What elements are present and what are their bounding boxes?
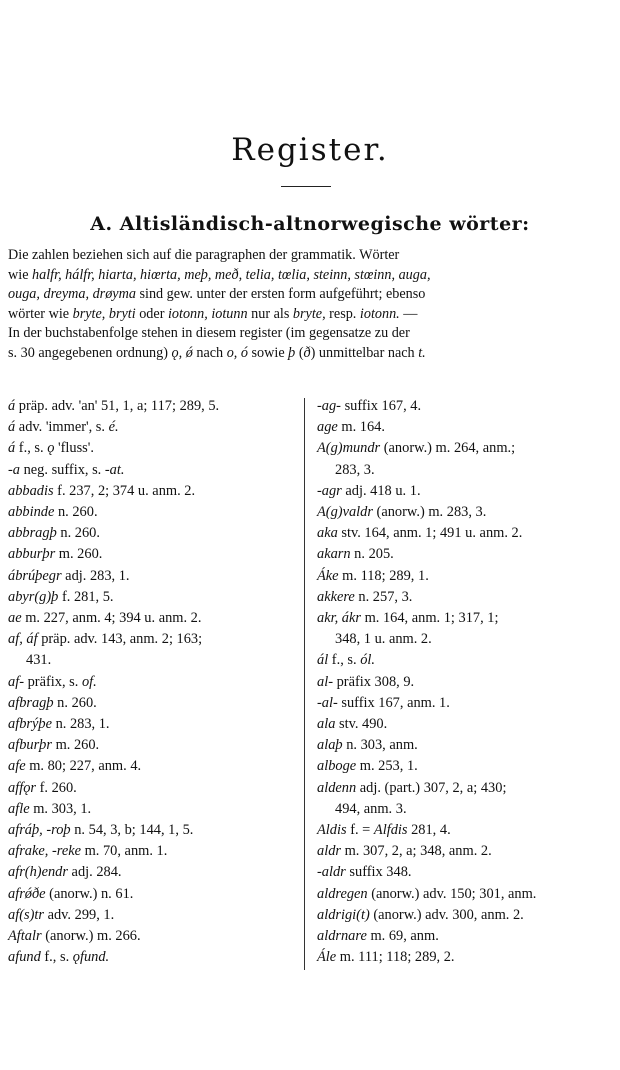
- register-entry: [8, 566, 293, 587]
- register-entry: [317, 841, 607, 862]
- register-entry: [317, 884, 607, 905]
- entry-reference: (anorw.) n. 61.: [45, 885, 134, 902]
- entry-headword: age: [317, 419, 338, 436]
- entry-reference: stv. 164, anm. 1; 491 u. anm. 2.: [337, 525, 523, 542]
- entry-reference: n. 54, 3, b; 144, 1, 5.: [70, 822, 194, 839]
- entry-reference: m. 80; 227, anm. 4.: [25, 758, 142, 775]
- entry-headword: afr(h)endr: [8, 864, 68, 881]
- page-title: Register.: [231, 132, 389, 168]
- register-entry: [8, 693, 293, 714]
- register-entry: [317, 905, 607, 926]
- entry-reference: suffix 167, 4.: [340, 398, 422, 414]
- register-entry: [8, 417, 293, 438]
- register-entry: [8, 841, 293, 862]
- entry-reference: m. 164, anm. 1; 317, 1;: [360, 610, 499, 627]
- register-entry: [8, 481, 293, 502]
- entry-reference: n. 283, 1.: [51, 716, 110, 733]
- entry-headword: Aldis: [317, 822, 347, 839]
- intro-paragraph: [8, 246, 600, 363]
- register-entry: [8, 672, 293, 693]
- entry-headword: á: [8, 398, 16, 414]
- register-entry: [317, 714, 607, 735]
- entry-headword: aldenn: [317, 779, 357, 796]
- entry-reference: (anorw.) m. 264, anm.;: [380, 440, 516, 457]
- entry-headword: -al-: [317, 694, 338, 711]
- entry-headword: af-: [8, 673, 24, 690]
- entry-reference: f. 260.: [36, 779, 77, 796]
- register-entry: [317, 396, 607, 417]
- register-entry: [8, 799, 293, 820]
- register-entry: [8, 438, 293, 459]
- entry-reference: m. 307, 2, a; 348, anm. 2.: [341, 843, 492, 860]
- entry-reference: f. 237, 2; 374 u. anm. 2.: [53, 482, 196, 499]
- intro-line: In der buchstabenfolge stehen in diesem register (im gegensatze zu der: [8, 325, 410, 341]
- register-entry: [8, 608, 293, 629]
- entry-headword: afund: [8, 949, 41, 966]
- register-entry: [317, 608, 607, 629]
- entry-reference: n. 260.: [56, 525, 100, 542]
- entry-headword: abbinde: [8, 504, 55, 521]
- entry-headword: aldr: [317, 843, 341, 860]
- entry-headword: aka: [317, 525, 338, 542]
- entry-headword: abbadis: [8, 482, 54, 499]
- entry-reference: n. 205.: [350, 546, 394, 563]
- entry-reference: m. 227, anm. 4; 394 u. anm. 2.: [21, 610, 202, 627]
- entry-headword: Aftalr: [8, 928, 42, 945]
- entry-continuation: 431.: [26, 652, 52, 669]
- register-entry: [317, 672, 607, 693]
- entry-reference: präfix 308, 9.: [333, 673, 415, 690]
- entry-reference: n. 260.: [54, 504, 98, 521]
- entry-headword: ábrúþegr: [8, 567, 62, 584]
- register-entry: [317, 862, 607, 883]
- register-entry: [8, 523, 293, 544]
- register-entry: [317, 650, 607, 671]
- entry-headword: akarn: [317, 546, 351, 563]
- entry-headword: af(s)tr: [8, 906, 44, 923]
- entry-continuation: 494, anm. 3.: [335, 800, 407, 817]
- entry-reference: präp. adv. 'an' 51, 1, a; 117; 289, 5.: [15, 398, 220, 414]
- register-entry: [8, 884, 293, 905]
- entry-reference: m. 111; 118; 289, 2.: [336, 949, 455, 966]
- entry-headword: -ag-: [317, 398, 341, 414]
- register-entry: [317, 523, 607, 544]
- register-entry: [317, 735, 607, 756]
- register-entry: [317, 778, 607, 799]
- entry-reference: m. 260.: [51, 737, 100, 754]
- register-entry: [8, 544, 293, 565]
- entry-headword: -agr: [317, 482, 342, 499]
- entry-headword: ae: [8, 610, 22, 627]
- entry-headword: alboge: [317, 758, 357, 775]
- register-entry: [317, 926, 607, 947]
- entry-continuation: 348, 1 u. anm. 2.: [335, 631, 432, 648]
- entry-reference: neg. suffix, s. -at.: [20, 461, 125, 478]
- register-entry: [8, 820, 293, 841]
- entry-headword: akr, ákr: [317, 610, 361, 627]
- column-divider: [304, 398, 305, 970]
- entry-headword: afráþ, -roþ: [8, 822, 71, 839]
- intro-line: wie halfr, hálfr, hiarta, hiœrta, meþ, með, telia, tœlia, steinn, stœinn, auga,: [8, 266, 431, 283]
- entry-reference: m. 118; 289, 1.: [338, 567, 429, 584]
- entry-headword: abyr(g)þ: [8, 588, 59, 605]
- entry-reference: n. 260.: [53, 694, 97, 711]
- register-entry: [8, 587, 293, 608]
- register-entry: [8, 862, 293, 883]
- intro-line: Die zahlen beziehen sich auf die paragraphen der grammatik. Wörter: [8, 247, 400, 263]
- register-entry: [317, 481, 607, 502]
- register-entry: [317, 693, 607, 714]
- entry-headword: á: [8, 440, 16, 457]
- entry-headword: A(g)valdr: [317, 504, 373, 521]
- entry-reference: adv. 299, 1.: [43, 906, 115, 923]
- entry-reference: (anorw.) m. 283, 3.: [372, 504, 487, 521]
- register-entry: [317, 417, 607, 438]
- entry-headword: afbrýþe: [8, 716, 52, 733]
- entry-reference: stv. 490.: [335, 716, 388, 733]
- register-column-left: [8, 396, 293, 968]
- entry-headword: Áke: [317, 567, 339, 584]
- register-entry: [8, 947, 293, 968]
- entry-reference: m. 260.: [55, 546, 103, 563]
- entry-continuation: 283, 3.: [335, 461, 375, 478]
- entry-headword: afburþr: [8, 737, 52, 754]
- entry-reference: f. 281, 5.: [58, 588, 114, 605]
- entry-reference: f., s. ól.: [328, 652, 375, 669]
- entry-headword: aldrnare: [317, 928, 367, 945]
- register-entry: [8, 778, 293, 799]
- entry-reference: (anorw.) m. 266.: [41, 928, 141, 945]
- section-heading: A. Altisländisch-altnorwegische wörter:: [90, 213, 530, 235]
- title-rule: [281, 186, 331, 187]
- entry-reference: adj. 418 u. 1.: [341, 482, 421, 499]
- entry-reference: n. 257, 3.: [354, 588, 413, 605]
- intro-line: s. 30 angegebenen ordnung) ǫ, ǿ nach o, ó sowie þ (ð) unmittelbar nach t.: [8, 344, 426, 361]
- register-entry: [8, 756, 293, 777]
- entry-reference: präp. adv. 143, anm. 2; 163;: [37, 631, 203, 648]
- entry-reference: (anorw.) adv. 300, anm. 2.: [369, 906, 524, 923]
- entry-headword: al-: [317, 673, 333, 690]
- entry-reference: suffix 348.: [345, 864, 412, 881]
- register-entry: [317, 820, 607, 841]
- entry-headword: akkere: [317, 588, 355, 605]
- register-entry: [317, 947, 607, 968]
- register-column-right: [317, 396, 607, 968]
- entry-headword: A(g)mundr: [317, 440, 381, 457]
- entry-reference: präfix, s. of.: [24, 673, 97, 690]
- entry-reference: m. 303, 1.: [29, 800, 92, 817]
- entry-headword: afrake, -reke: [8, 843, 81, 860]
- intro-line: wörter wie bryte, bryti oder iotonn, iotunn nur als bryte, resp. iotonn. —: [8, 305, 418, 322]
- register-entry: [317, 756, 607, 777]
- entry-headword: affǫr: [8, 779, 36, 796]
- entry-reference: n. 303, anm.: [342, 737, 418, 754]
- entry-reference: adj. 284.: [67, 864, 122, 881]
- entry-reference: m. 164.: [337, 419, 385, 436]
- entry-headword: abburþr: [8, 546, 56, 563]
- entry-headword: afle: [8, 800, 30, 817]
- entry-headword: Ále: [317, 949, 337, 966]
- register-entry: [317, 502, 607, 523]
- register-entry: [8, 460, 293, 481]
- entry-headword: ala: [317, 716, 336, 733]
- register-entry: [8, 629, 293, 650]
- register-entry: [8, 396, 293, 417]
- entry-headword: afe: [8, 758, 26, 775]
- entry-reference: f., s. ǫfund.: [40, 949, 110, 966]
- entry-headword: aldregen: [317, 885, 368, 902]
- entry-headword: á: [8, 419, 16, 436]
- entry-headword: afrǿðe: [8, 885, 46, 902]
- register-entry: [8, 502, 293, 523]
- entry-reference: m. 253, 1.: [356, 758, 418, 775]
- entry-headword: ál: [317, 652, 329, 669]
- register-entry: [317, 566, 607, 587]
- entry-reference: f. = Alfdis 281, 4.: [346, 822, 451, 839]
- entry-headword: abbragþ: [8, 525, 57, 542]
- entry-headword: aldrigi(t): [317, 906, 370, 923]
- register-entry: [8, 714, 293, 735]
- entry-reference: m. 70, anm. 1.: [80, 843, 168, 860]
- register-entry: [8, 735, 293, 756]
- register-entry: [8, 905, 293, 926]
- entry-reference: adj. 283, 1.: [61, 567, 130, 584]
- register-entry: [317, 544, 607, 565]
- register-entry: [317, 587, 607, 608]
- entry-reference: f., s. ǫ 'fluss'.: [15, 440, 94, 457]
- entry-headword: afbragþ: [8, 694, 54, 711]
- entry-headword: -aldr: [317, 864, 346, 881]
- entry-reference: suffix 167, anm. 1.: [337, 694, 450, 711]
- register-entry: [8, 926, 293, 947]
- entry-headword: -a: [8, 461, 20, 478]
- entry-reference: (anorw.) adv. 150; 301, anm.: [367, 885, 537, 902]
- register-entry: [317, 438, 607, 459]
- entry-reference: m. 69, anm.: [366, 928, 439, 945]
- entry-headword: alaþ: [317, 737, 343, 754]
- entry-headword: af, áf: [8, 631, 38, 648]
- entry-reference: adv. 'immer', s. é.: [15, 419, 119, 436]
- intro-line: ouga, dreyma, drøyma sind gew. unter der ersten form aufgeführt; ebenso: [8, 286, 426, 302]
- entry-reference: adj. (part.) 307, 2, a; 430;: [356, 779, 507, 796]
